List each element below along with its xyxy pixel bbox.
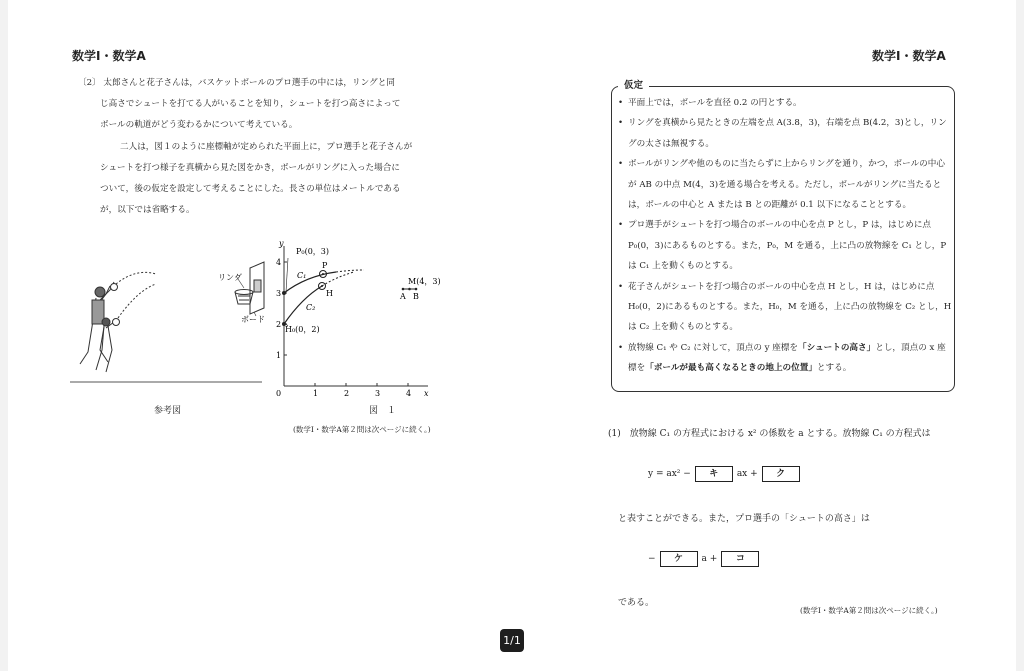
p0-leader (286, 258, 288, 292)
minus-sign: − (648, 554, 656, 564)
shoot-height-expression (648, 551, 759, 567)
figure-caption: 図 １ (369, 406, 397, 416)
question-line: 二人は，図１のように座標軸が定められた平面上に，プロ選手と花子さんが (120, 141, 413, 152)
h0-label: H₀(0，2) (285, 325, 320, 334)
point-p0 (282, 291, 286, 295)
page-indicator: 1/1 (500, 629, 524, 652)
assumption-bold: 「シュートの高さ」 (798, 342, 876, 353)
answer-box-ke[interactable]: ケ (660, 551, 698, 567)
ball-h-center (321, 285, 323, 287)
p-label: P (322, 261, 328, 270)
x-tick: 2 (344, 389, 350, 398)
continue-note-left: (数学Ⅰ・数学A第２問は次ページに続く。) (293, 425, 431, 434)
assumption-item: • 平面上では，ボールを直径 0.2 の円とする。 (618, 93, 952, 113)
question-line: ボールの軌道がどう変わるかについて考えている。 (100, 120, 298, 131)
answer-box-ko[interactable]: コ (721, 551, 759, 567)
h-label: H (326, 289, 333, 298)
ref-caption: 参考図 (154, 406, 182, 416)
part1-text: (1) 放物線 C₁ の方程式における x² の係数を a とする。放物線 C₁ の方程式は (608, 429, 931, 439)
assumption-list (618, 93, 952, 379)
continue-note-right: (数学Ⅰ・数学A第２問は次ページに続く。) (800, 606, 938, 615)
point-m (408, 288, 411, 291)
players-illustration (70, 272, 262, 382)
eq-start: y = ax² − (648, 469, 691, 479)
question-text (80, 73, 450, 221)
equation-c1 (648, 466, 800, 482)
answer-box-ku[interactable]: ク (762, 466, 800, 482)
question-line: じ高さでシュートを打てる人がいることを知り，シュートを打つ高さによって (100, 99, 401, 110)
y-axis-label: y (279, 239, 284, 248)
coordinate-axes (284, 246, 428, 386)
question-line: シュートを打つ様子を真横から見た図をかき，ボールがリングに入った場合に (100, 162, 400, 173)
assumption-text: 放物線 C₁ や C₂ に対して，頂点の y 座標を (628, 342, 799, 353)
header-right: 数学Ⅰ・数学A (872, 49, 946, 63)
assumption-item (618, 338, 952, 379)
eq-mid: ax + (736, 469, 758, 479)
assumption-item: • プロ選手がシュートを打つ場合のボールの中心を点 P とし，P は，はじめに点 P₀(0，3)にあるものとする。また，P₀，M を通る，上に凸の放物線を C₁ とし，P は C₁ 上を動くものとする。 (618, 215, 952, 276)
origin-label: 0 (276, 389, 282, 398)
assumption-item: • 花子さんがシュートを打つ場合のボールの中心を点 H とし，H は，はじめに点 H₀(0，2)にあるものとする。また，H₀，M を通る，上に凸の放物線を C₂ とし，H は C₂ 上を動くものとする。 (618, 277, 952, 338)
curve-c1-dashed (336, 270, 364, 272)
a-label: A (400, 292, 406, 301)
board-label: ボード (241, 315, 265, 324)
assumption-text: とし，頂点の x 座標を (628, 342, 946, 374)
b-label: B (413, 292, 419, 301)
header-left: 数学Ⅰ・数学A (72, 49, 146, 63)
x-axis-label: x (424, 389, 429, 398)
a-plus: a + (701, 554, 718, 564)
y-tick: 1 (276, 351, 282, 360)
y-tick: 2 (276, 320, 282, 329)
hoop-illustration (235, 262, 264, 316)
x-tick: 4 (406, 389, 412, 398)
c1-label: C₁ (297, 271, 307, 280)
point-b (415, 288, 418, 291)
assumption-item: • リングを真横から見たときの左端を点 A(3.8，3)，右端を点 B(4.2，3)とし，リングの太さは無視する。 (618, 113, 952, 154)
answer-box-ki[interactable]: キ (695, 466, 733, 482)
p0-label: P₀(0，3) (296, 247, 330, 256)
assumption-text: とする。 (816, 363, 852, 374)
end-text: である。 (618, 598, 655, 608)
question-line: が，以下では省略する。 (100, 205, 195, 216)
y-tick: 3 (276, 289, 282, 298)
assumption-bold: 「ボールが最も高くなるときの地上の位置」 (645, 363, 817, 374)
question-line: ついて，後の仮定を設定して考えることにした。長さの単位はメートルである (100, 184, 401, 195)
assumption-title: 仮定 (618, 77, 649, 91)
ball-p-center (322, 273, 324, 275)
c2-label: C₂ (306, 303, 316, 312)
question-line: 太郎さんと花子さんは，バスケットボールのプロ選手の中には，リングと同 (103, 78, 395, 88)
y-tick: 4 (276, 258, 282, 267)
after-equation-text: と表すことができる。また，プロ選手の「シュートの高さ」は (618, 514, 870, 524)
assumption-item: • ボールがリングや他のものに当たらずに上からリングを通り，かつ，ボールの中心が AB の中点 M(4，3)を通る場合を考える。ただし，ボールがリングに当たるとは，ボールの中心と A または B との距離が 0.1 以下になることとする。 (618, 154, 952, 215)
curve-c2 (284, 286, 322, 324)
figure (66, 232, 450, 432)
question-number: 〔2〕 (78, 78, 101, 88)
x-tick: 3 (375, 389, 381, 398)
x-tick: 1 (313, 389, 319, 398)
ring-label: リング (218, 273, 242, 282)
m-label: M(4，3) (408, 277, 441, 286)
point-a (402, 288, 405, 291)
